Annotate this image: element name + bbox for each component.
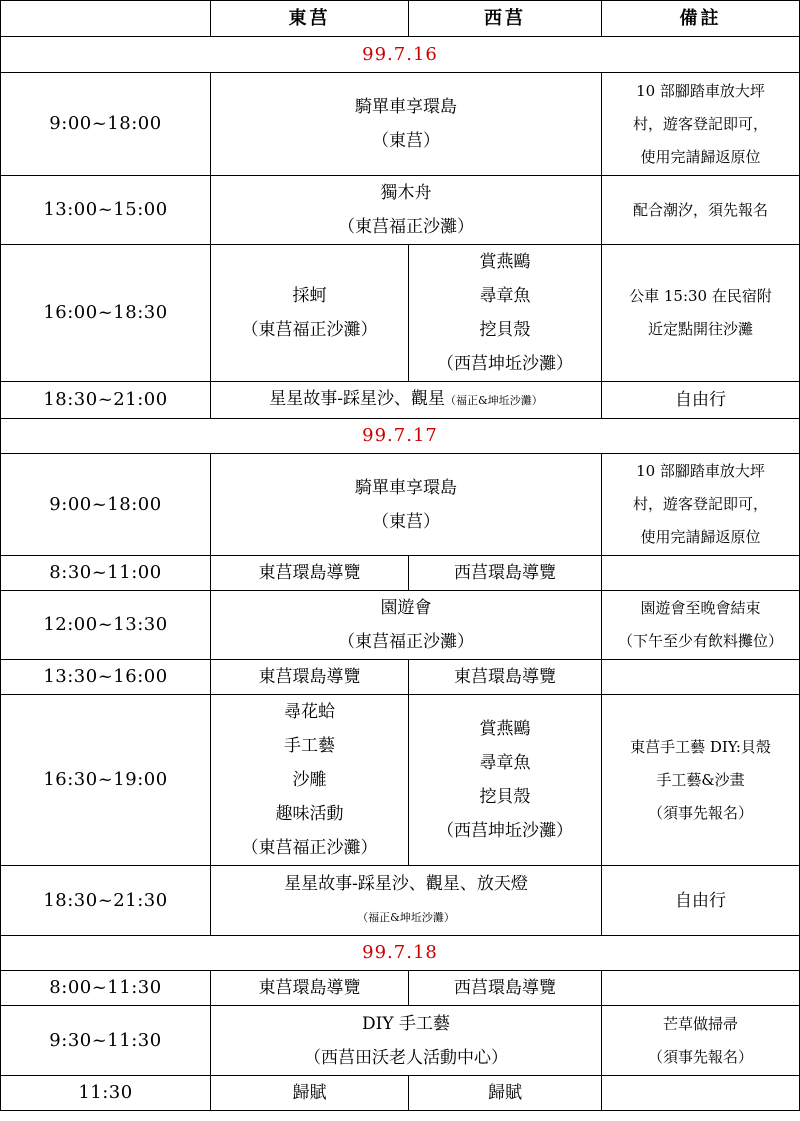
note-line: 東莒手工藝 DIY:貝殼 bbox=[630, 737, 771, 756]
date-row bbox=[1, 37, 800, 73]
note-line: 配合潮汐，須先報名 bbox=[632, 200, 768, 219]
note-line: （下午至少有飲料攤位） bbox=[617, 632, 783, 650]
time-cell: 16:30~19:00 bbox=[1, 695, 211, 866]
note-cell bbox=[602, 591, 800, 660]
west-activity-cell bbox=[409, 245, 602, 382]
note-line: 村，遊客登記即可， bbox=[632, 114, 768, 133]
note-line: 近定點開往沙灘 bbox=[647, 320, 753, 338]
east-activity-cell: 歸賦 bbox=[211, 1076, 409, 1111]
note-line: 使用完請歸返原位 bbox=[640, 147, 761, 166]
note-line: 使用完請歸返原位 bbox=[640, 528, 761, 546]
west-activity-cell: 西莒環島導覽 bbox=[409, 971, 602, 1006]
schedule-row bbox=[1, 245, 800, 382]
header-notes: 備註 bbox=[602, 1, 800, 37]
header-east-ju: 東莒 bbox=[211, 1, 409, 37]
activity-line: 沙雕 bbox=[292, 770, 327, 790]
west-activity-cell: 歸賦 bbox=[409, 1076, 602, 1111]
activity-line: 賞燕鷗 bbox=[479, 252, 531, 272]
east-activity-cell: 東莒環島導覽 bbox=[211, 971, 409, 1006]
note-cell bbox=[602, 866, 800, 936]
activity-cell bbox=[211, 382, 602, 419]
time-cell: 13:30~16:00 bbox=[1, 660, 211, 695]
schedule-row bbox=[1, 73, 800, 176]
note-line: （須事先報名） bbox=[647, 1047, 753, 1066]
note-cell bbox=[602, 556, 800, 591]
time-cell: 18:30~21:00 bbox=[1, 382, 211, 419]
activity-cell bbox=[211, 1006, 602, 1076]
note-cell bbox=[602, 1006, 800, 1076]
schedule-row bbox=[1, 1006, 800, 1076]
schedule-row bbox=[1, 1076, 800, 1111]
note-cell bbox=[602, 454, 800, 556]
activity-line: 挖貝殼 bbox=[479, 787, 531, 807]
note-cell bbox=[602, 245, 800, 382]
activity-line: 園遊會 bbox=[380, 598, 432, 618]
note-line: 公車 15:30 在民宿附 bbox=[629, 287, 772, 305]
schedule-row bbox=[1, 176, 800, 245]
time-cell: 12:00~13:30 bbox=[1, 591, 211, 660]
time-cell: 8:30~11:00 bbox=[1, 556, 211, 591]
east-activity-cell bbox=[211, 695, 409, 866]
activity-line: （東莒福正沙灘） bbox=[338, 632, 474, 652]
date-label: 99.7.16 bbox=[1, 37, 800, 73]
activity-line: （東莒福正沙灘） bbox=[241, 320, 378, 340]
activity-line: 趣味活動 bbox=[275, 804, 344, 824]
activity-cell bbox=[211, 73, 602, 176]
activity-line: 騎單車享環島 bbox=[355, 477, 457, 498]
time-cell: 8:00~11:30 bbox=[1, 971, 211, 1006]
date-label: 99.7.17 bbox=[1, 419, 800, 454]
activity-line: 手工藝 bbox=[284, 736, 335, 756]
activity-cell bbox=[211, 454, 602, 556]
east-activity-cell: 東莒環島導覽 bbox=[211, 556, 409, 591]
time-cell: 9:00~18:00 bbox=[1, 454, 211, 556]
note-line: 10 部腳踏車放大坪 bbox=[636, 81, 765, 100]
note-line: （須事先報名） bbox=[647, 803, 753, 822]
schedule-row bbox=[1, 866, 800, 936]
activity-line: （西莒坤坵沙灘） bbox=[437, 821, 573, 841]
time-cell: 16:00~18:30 bbox=[1, 245, 211, 382]
time-cell: 18:30~21:30 bbox=[1, 866, 211, 936]
date-row bbox=[1, 936, 800, 971]
activity-line: （東莒福正沙灘） bbox=[241, 838, 378, 858]
note-line: 自由行 bbox=[675, 390, 726, 410]
east-activity-cell: 東莒環島導覽 bbox=[211, 660, 409, 695]
activity-line: 尋章魚 bbox=[479, 286, 531, 306]
activity-location-small: （福正&坤坵沙灘） bbox=[444, 394, 543, 407]
header-row bbox=[1, 1, 800, 37]
activity-cell bbox=[211, 866, 602, 936]
activity-line: （東莒） bbox=[372, 131, 440, 151]
schedule-row bbox=[1, 454, 800, 556]
note-cell bbox=[602, 73, 800, 176]
activity-line: （東莒福正沙灘） bbox=[338, 217, 474, 237]
activity-line: 尋章魚 bbox=[479, 753, 531, 773]
date-label: 99.7.18 bbox=[1, 936, 800, 971]
activity-line: 挖貝殼 bbox=[479, 320, 531, 340]
schedule-row bbox=[1, 660, 800, 695]
note-line: 手工藝&沙畫 bbox=[656, 770, 745, 789]
activity-line: 獨木舟 bbox=[380, 183, 432, 203]
note-line: 園遊會至晚會結束 bbox=[640, 599, 761, 617]
time-cell: 9:00~18:00 bbox=[1, 73, 211, 176]
header-west-ju: 西莒 bbox=[409, 1, 602, 37]
note-line: 芒草做掃帚 bbox=[662, 1014, 738, 1033]
activity-cell bbox=[211, 591, 602, 660]
activity-line: （東莒） bbox=[372, 511, 440, 532]
schedule-row bbox=[1, 591, 800, 660]
west-activity-cell: 西莒環島導覽 bbox=[409, 556, 602, 591]
note-line: 10 部腳踏車放大坪 bbox=[636, 462, 765, 480]
header-time bbox=[1, 1, 211, 37]
activity-line: 賞燕鷗 bbox=[479, 719, 531, 739]
east-activity-cell bbox=[211, 245, 409, 382]
schedule-row bbox=[1, 382, 800, 419]
time-cell: 11:30 bbox=[1, 1076, 211, 1111]
note-cell bbox=[602, 971, 800, 1006]
activity-line: （西莒田沃老人活動中心） bbox=[304, 1047, 508, 1068]
note-cell bbox=[602, 660, 800, 695]
note-line: 自由行 bbox=[675, 890, 726, 911]
west-activity-cell bbox=[409, 695, 602, 866]
note-line: 村，遊客登記即可， bbox=[632, 495, 768, 513]
activity-cell bbox=[211, 176, 602, 245]
activity-line: 騎單車享環島 bbox=[355, 97, 457, 117]
schedule-row bbox=[1, 695, 800, 866]
activity-line: 尋花蛤 bbox=[284, 702, 335, 722]
schedule-row bbox=[1, 971, 800, 1006]
time-cell: 13:00~15:00 bbox=[1, 176, 211, 245]
note-cell bbox=[602, 1076, 800, 1111]
activity-line: 採蚵 bbox=[292, 286, 327, 306]
schedule-row bbox=[1, 556, 800, 591]
activity-line: 星星故事-踩星沙、觀星、放天燈 bbox=[284, 873, 528, 894]
activity-line: （西莒坤坵沙灘） bbox=[437, 354, 573, 374]
note-cell bbox=[602, 695, 800, 866]
activity-line: 星星故事-踩星沙、觀星 bbox=[269, 389, 445, 409]
note-cell bbox=[602, 176, 800, 245]
note-cell bbox=[602, 382, 800, 419]
time-cell: 9:30~11:30 bbox=[1, 1006, 211, 1076]
date-row bbox=[1, 419, 800, 454]
west-activity-cell: 東莒環島導覽 bbox=[409, 660, 602, 695]
activity-location-small: （福正&坤坵沙灘） bbox=[357, 910, 455, 924]
activity-line: DIY 手工藝 bbox=[362, 1013, 450, 1034]
